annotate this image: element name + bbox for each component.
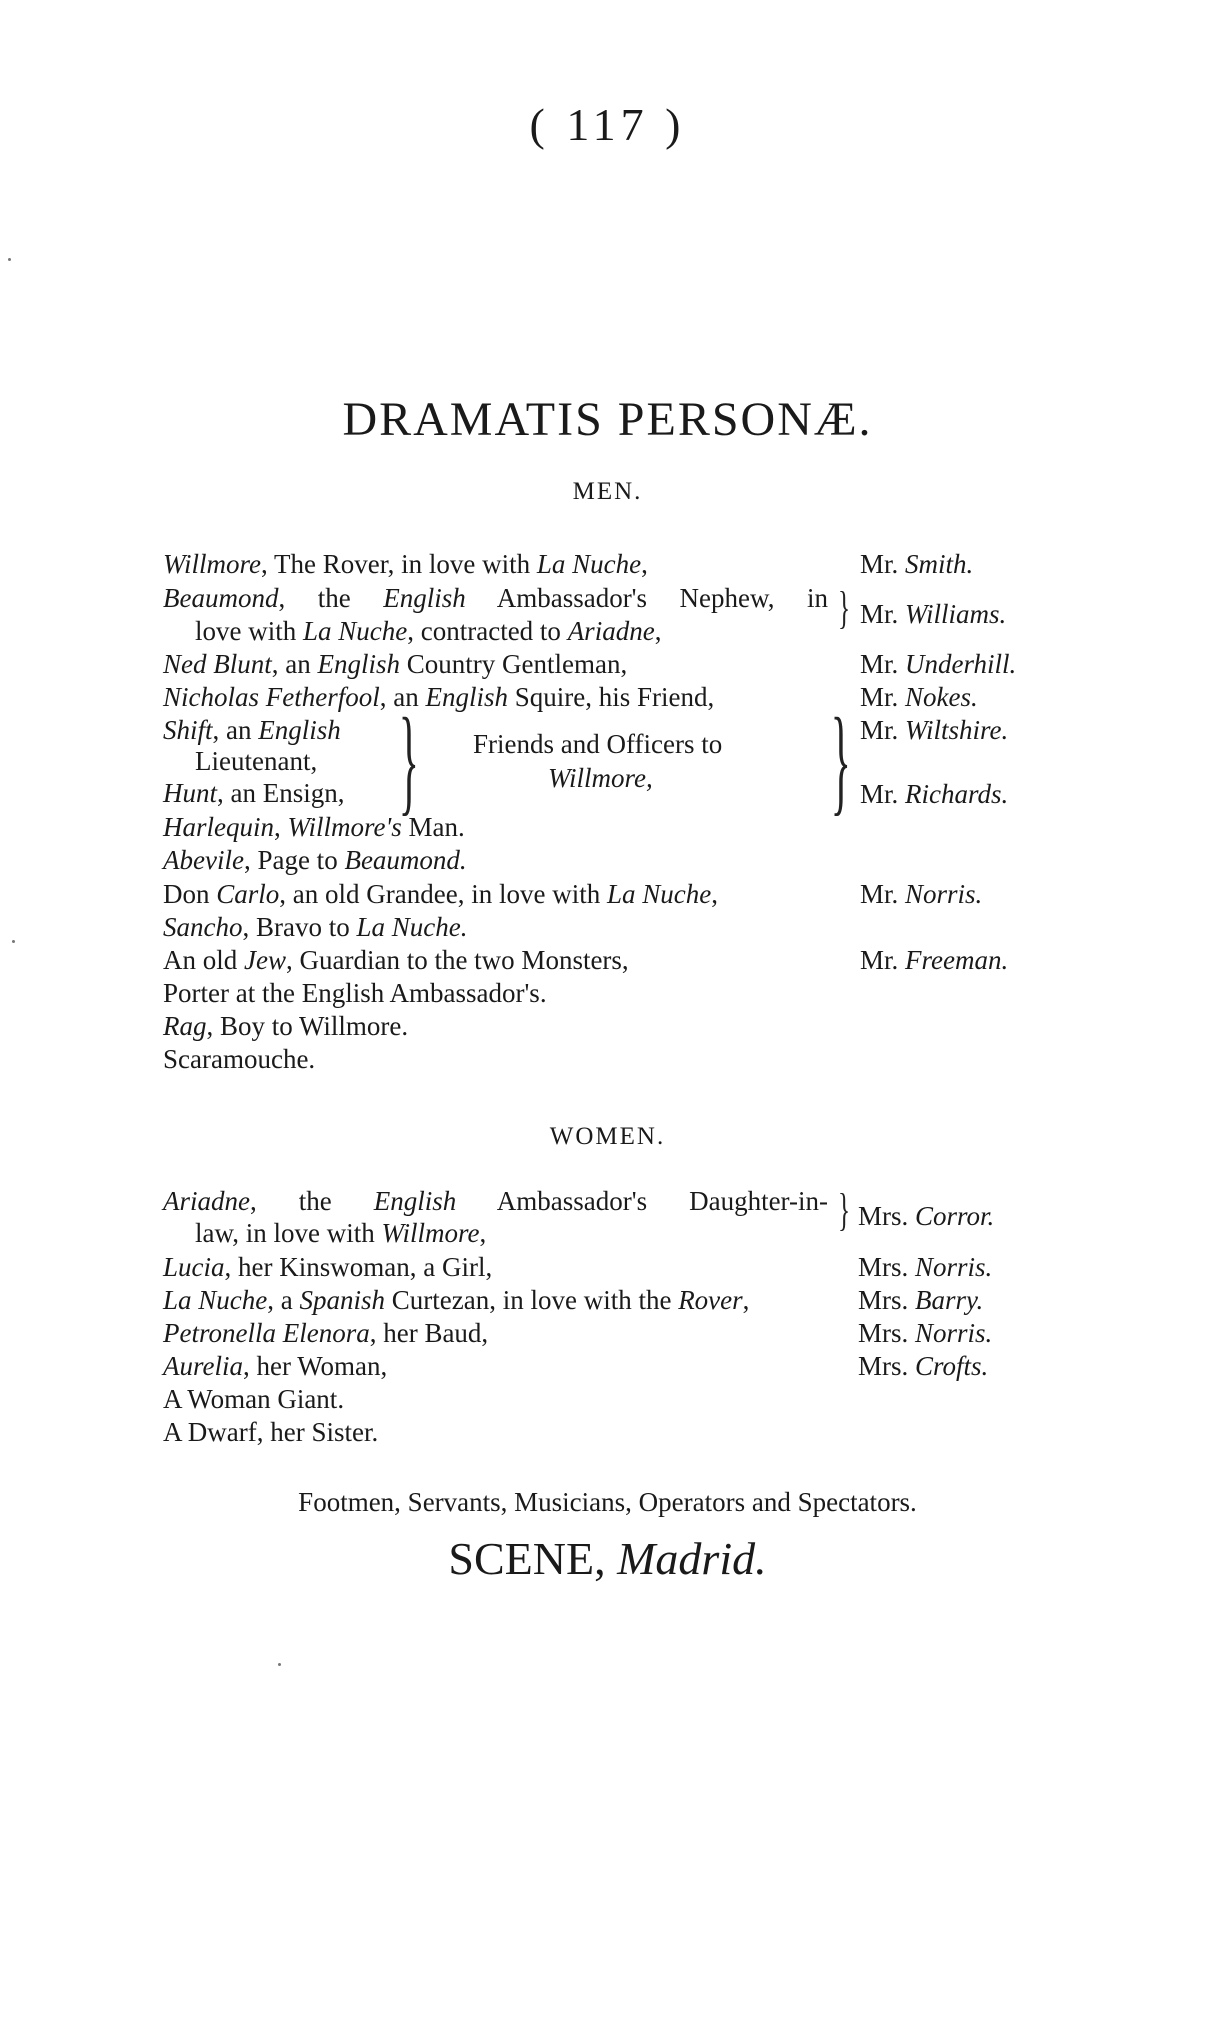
brace-right: } (837, 582, 851, 633)
cast-entry-sancho: Sancho, Bravo to La Nuche. (163, 912, 468, 942)
actor-name: Mr. Nokes. (860, 682, 978, 712)
brace-right: } (837, 1184, 851, 1235)
role-description: Lucia, her Kinswoman, a Girl, (163, 1252, 493, 1282)
role-description: Petronella Elenora, her Baud, (163, 1318, 489, 1348)
actor-name: Mrs. Crofts. (858, 1351, 989, 1381)
role-description: Aurelia, her Woman, (163, 1351, 388, 1381)
supernumeraries-line: Footmen, Servants, Musicians, Operators and Spectators. (298, 1487, 917, 1517)
brace-left-group: } (398, 693, 419, 826)
page-number: ( 117 ) (529, 99, 686, 150)
actor-name: Mr. Smith. (860, 549, 974, 579)
role-description: Beaumond, the English Ambassador's Nephew, in (163, 583, 828, 613)
men-heading: MEN. (572, 478, 643, 505)
actor-name: Mr. Williams. (860, 599, 1007, 629)
actor-name: Mr. Freeman. (860, 945, 1009, 975)
scene-line: SCENE, Madrid. (448, 1533, 767, 1584)
page-speck (278, 1663, 281, 1666)
role-description: Nicholas Fetherfool, an English Squire, his Friend, (163, 682, 715, 712)
cast-entry-dwarf: A Dwarf, her Sister. (163, 1417, 379, 1447)
cast-entry-scaramouche: Scaramouche. (163, 1044, 316, 1074)
cast-entry-abevile: Abevile, Page to Beaumond. (163, 845, 467, 875)
role-description: La Nuche, a Spanish Curtezan, in love with the Rover, (163, 1285, 750, 1315)
role-description: An old Jew, Guardian to the two Monsters, (163, 945, 629, 975)
group-note: Friends and Officers to (473, 729, 723, 759)
page-speck (8, 258, 11, 261)
brace-right-group: { (830, 693, 851, 826)
actor-name: Mr. Wiltshire. (860, 715, 1009, 745)
cast-entry-harlequin: Harlequin, Willmore's Man. (163, 812, 465, 842)
actor-name: Mrs. Norris. (858, 1252, 993, 1282)
cast-entry-porter: Porter at the English Ambassador's. (163, 978, 547, 1008)
role-description: Ned Blunt, an English Country Gentleman, (163, 649, 628, 679)
actor-name: Mr. Underhill. (860, 649, 1017, 679)
group-note-name: Willmore, (548, 763, 653, 793)
role-description: Hunt, an Ensign, (163, 778, 345, 808)
role-description: Don Carlo, an old Grandee, in love with La Nuche, (163, 879, 718, 909)
cast-entry-rag: Rag, Boy to Willmore. (163, 1011, 409, 1041)
page-speck (12, 940, 15, 943)
role-description-cont: law, in love with Willmore, (195, 1218, 487, 1248)
page-title: DRAMATIS PERSONÆ. (342, 393, 873, 446)
role-description: Willmore, The Rover, in love with La Nuche, (163, 549, 648, 579)
role-description-cont: love with La Nuche, contracted to Ariadne, (195, 616, 662, 646)
actor-name: Mrs. Corror. (858, 1201, 995, 1231)
actor-name: Mrs. Barry. (858, 1285, 984, 1315)
actor-name: Mr. Norris. (860, 879, 983, 909)
cast-entry-giant: A Woman Giant. (163, 1384, 345, 1414)
actor-name: Mrs. Norris. (858, 1318, 993, 1348)
women-heading: WOMEN. (549, 1123, 666, 1150)
role-description: Ariadne, the English Ambassador's Daughter-in- (163, 1186, 828, 1216)
role-description: Shift, an English (163, 715, 341, 745)
actor-name: Mr. Richards. (860, 779, 1009, 809)
role-description-cont: Lieutenant, (195, 746, 318, 776)
